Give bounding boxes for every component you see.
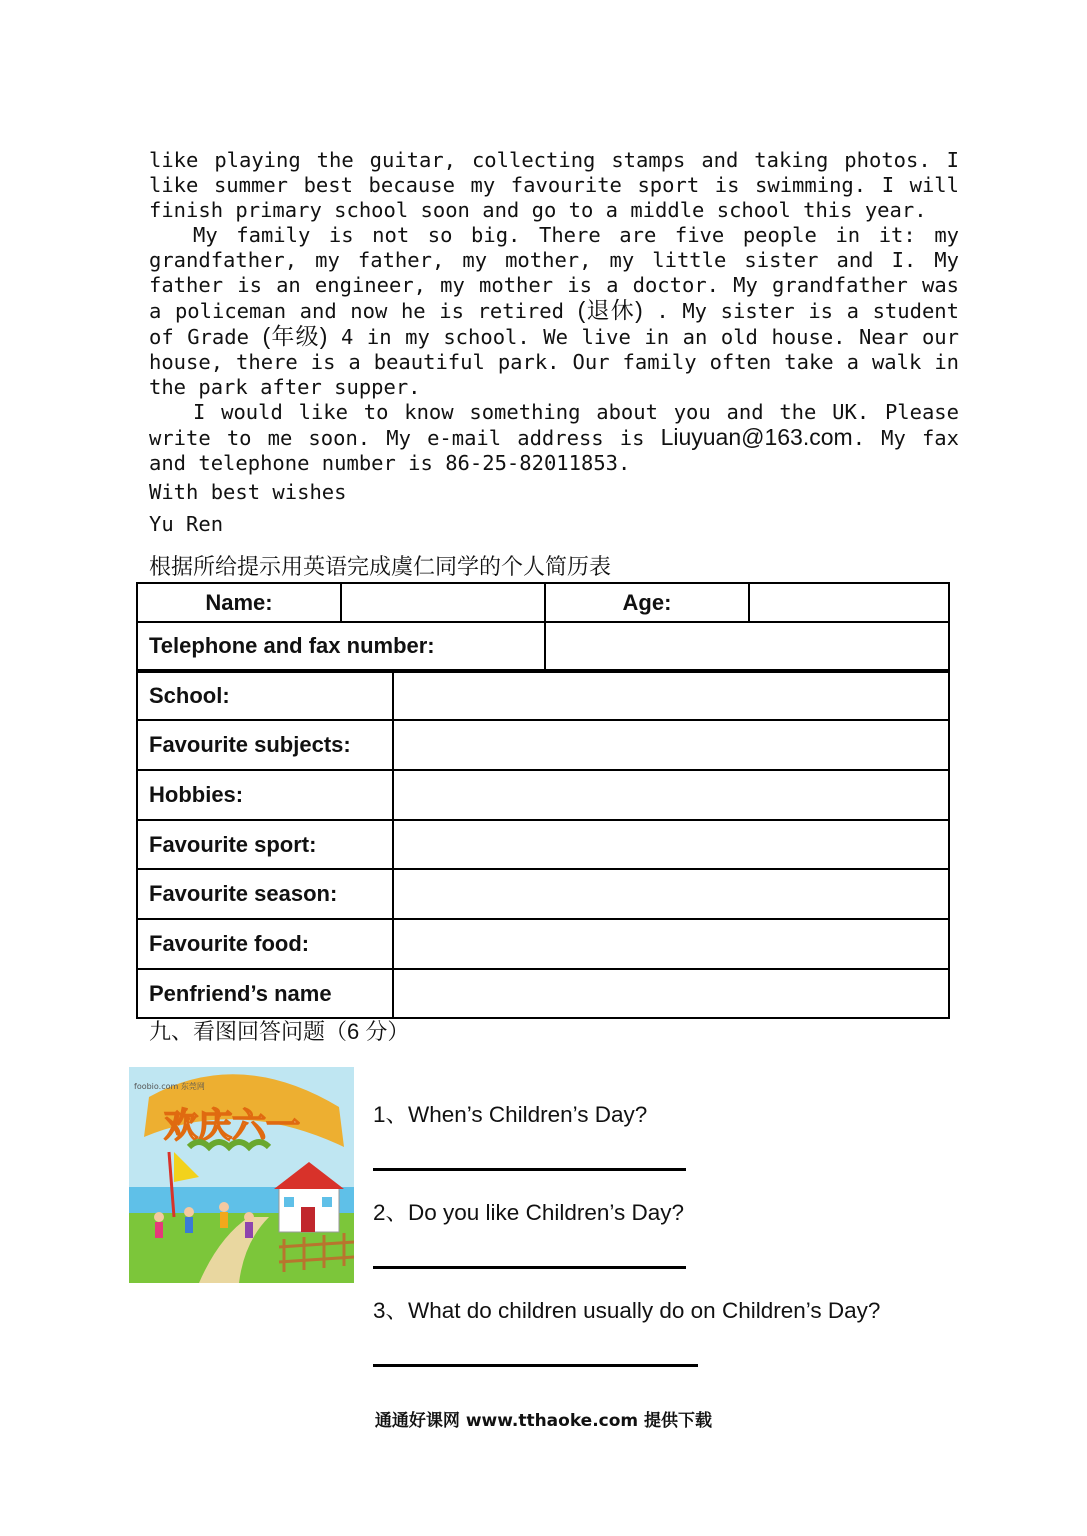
resume-table-lower <box>136 671 950 1019</box>
row-label: Favourite food: <box>137 919 393 969</box>
row-answer-cell[interactable] <box>393 770 949 820</box>
resume-table <box>136 582 950 671</box>
name-answer-cell[interactable] <box>341 583 545 622</box>
letter-paragraph-1: like playing the guitar, collecting stamps and taking photos. I like summer best because my favourite sport is swimming. I will finish primary school soon and go to a middle school this year. <box>149 148 959 222</box>
age-label: Age: <box>545 583 749 622</box>
row-label: School: <box>137 672 393 720</box>
row-label: Favourite season: <box>137 869 393 919</box>
row-label: Favourite subjects: <box>137 720 393 770</box>
table-row <box>137 622 949 670</box>
letter-closing: With best wishes <box>149 480 347 504</box>
question-2: 2、Do you like Children’s Day? <box>373 1200 684 1225</box>
question-1: 1、When’s Children’s Day? <box>373 1102 648 1127</box>
telephone-fax-label: Telephone and fax number: <box>137 622 545 670</box>
letter-text: . My sister is a student of Grade <box>149 299 959 349</box>
row-answer-cell[interactable] <box>393 869 949 919</box>
footer-download-note: 通通好课网 www.tthaoke.com 提供下载 <box>374 1411 713 1431</box>
age-answer-cell[interactable] <box>749 583 949 622</box>
chinese-gloss-grade: (年级) <box>262 323 328 349</box>
table-row <box>137 969 949 1018</box>
section-nine-heading: 九、看图回答问题（6 分） <box>149 1019 410 1044</box>
letter-paragraph-2 <box>149 223 959 400</box>
letter-text: My family is not so big. There are five people in it: my grandfather, my father, my mother, my little sister and I. My father is an engineer, my mother is a doctor. My grandfather was a policeman and now he is retired <box>149 223 959 323</box>
banner-title: 欢庆六一 <box>164 1106 300 1146</box>
letter-paragraph-3 <box>149 400 959 476</box>
chinese-gloss-retired: (退休) <box>577 297 643 323</box>
childrens-day-picture <box>129 1067 354 1283</box>
name-label: Name: <box>137 583 341 622</box>
letter-text: I would like to know something about you and the UK. Please write to me soon. My e-mail address is <box>149 400 959 450</box>
table-row <box>137 820 949 869</box>
answer-line-2[interactable] <box>373 1266 686 1269</box>
letter-text: . My fax and telephone number is 86-25-82011853. <box>149 426 959 475</box>
row-answer-cell[interactable] <box>393 720 949 770</box>
letter-signature: Yu Ren <box>149 512 224 536</box>
question-3: 3、What do children usually do on Children’s Day? <box>373 1298 881 1323</box>
table-row <box>137 869 949 919</box>
answer-line-1[interactable] <box>373 1168 686 1171</box>
row-answer-cell[interactable] <box>393 820 949 869</box>
row-answer-cell[interactable] <box>393 969 949 1018</box>
answer-line-3[interactable] <box>373 1364 698 1367</box>
table-row <box>137 583 949 622</box>
row-answer-cell[interactable] <box>393 919 949 969</box>
table-row <box>137 919 949 969</box>
row-answer-cell[interactable] <box>393 672 949 720</box>
site-watermark: foobio.com 东莞网 <box>134 1082 205 1091</box>
letter-text: 4 in my school. We live in an old house. Near our house, there is a beautiful park. Our family often take a walk in the park after supper. <box>149 325 959 399</box>
table-row <box>137 672 949 720</box>
telephone-fax-answer-cell[interactable] <box>545 622 949 670</box>
childrens-day-illustration <box>129 1067 354 1283</box>
letter-body <box>149 148 959 476</box>
row-label: Penfriend’s name <box>137 969 393 1018</box>
resume-instruction: 根据所给提示用英语完成虞仁同学的个人简历表 <box>149 554 612 579</box>
table-row <box>137 720 949 770</box>
row-label: Favourite sport: <box>137 820 393 869</box>
email-address: Liuyuan@163.com <box>660 424 853 450</box>
row-label: Hobbies: <box>137 770 393 820</box>
table-row <box>137 770 949 820</box>
